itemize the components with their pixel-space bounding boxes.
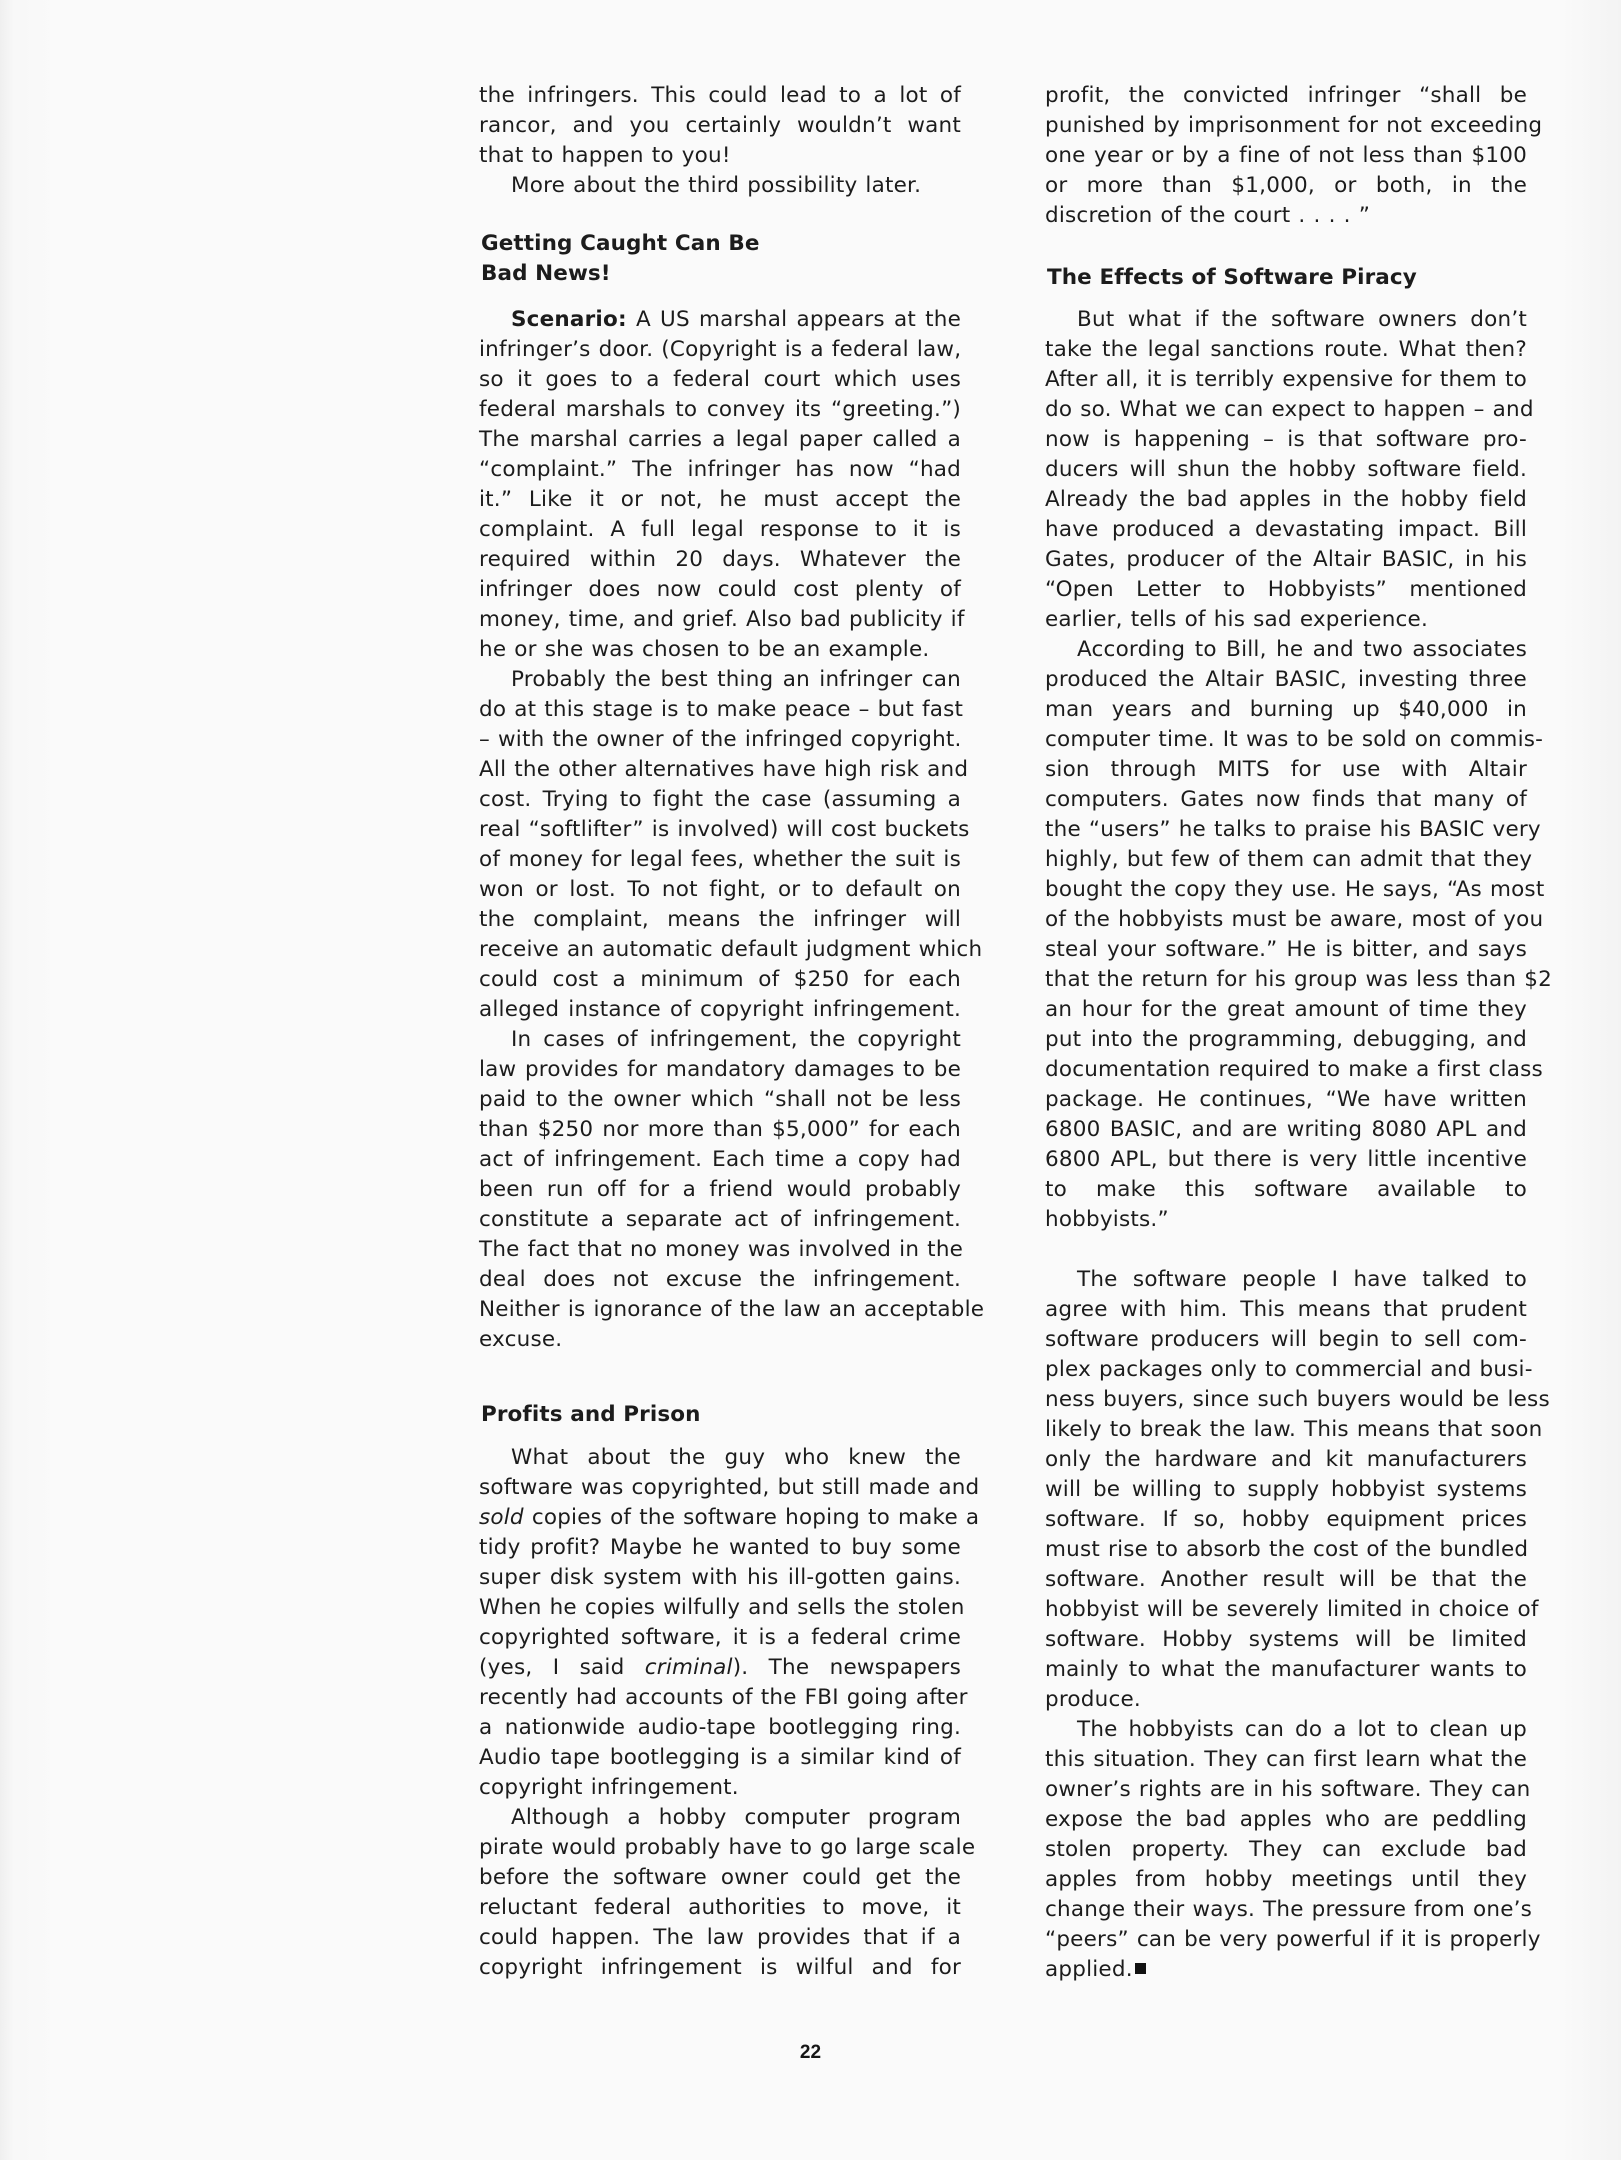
text-line: take the legal sanctions route. What then?: [1045, 337, 1527, 362]
text-line: the “users” he talks to praise his BASIC very: [1045, 817, 1541, 842]
text-line: – with the owner of the infringed copyright.: [479, 727, 962, 752]
text-line: When he copies wilfully and sells the stolen: [479, 1595, 965, 1620]
text-line: The software people I have talked to: [1077, 1267, 1527, 1292]
text-line: computer time. It was to be sold on commis-: [1045, 727, 1544, 752]
text-line: super disk system with his ill-gotten gains.: [479, 1565, 961, 1590]
text-line: computers. Gates now finds that many of: [1045, 787, 1527, 812]
text-line: The marshal carries a legal paper called a: [479, 427, 961, 452]
text-line: complaint. A full legal response to it is: [479, 517, 961, 542]
text-line: Probably the best thing an infringer can: [511, 667, 961, 692]
text-line: ducers will shun the hobby software field.: [1045, 457, 1527, 482]
text-line: Although a hobby computer program: [511, 1805, 961, 1830]
text-line: so it goes to a federal court which uses: [479, 367, 961, 392]
text-line: do so. What we can expect to happen – and: [1045, 397, 1534, 422]
text-line: deal does not excuse the infringement.: [479, 1267, 961, 1292]
page-number: 22: [799, 2042, 822, 2063]
text-line: constitute a separate act of infringement.: [479, 1207, 961, 1232]
text-line: Audio tape bootlegging is a similar kind of: [479, 1745, 961, 1770]
text-line: After all, it is terribly expensive for them to: [1045, 367, 1527, 392]
text-line: software producers will begin to sell com-: [1045, 1327, 1527, 1352]
text-line: won or lost. To not fight, or to default on: [479, 877, 961, 902]
section-heading-profits-and-prison: Profits and Prison: [481, 1402, 701, 1427]
text-line: The hobbyists can do a lot to clean up: [1077, 1717, 1527, 1742]
text-line: before the software owner could get the: [479, 1865, 961, 1890]
text-line: discretion of the court . . . . ”: [1045, 203, 1371, 228]
text-line: of the hobbyists must be aware, most of you: [1045, 907, 1544, 932]
text-line: have produced a devastating impact. Bill: [1045, 517, 1527, 542]
text-line: 6800 APL, but there is very little incentive: [1045, 1147, 1527, 1172]
text-line: “peers” can be very powerful if it is properly: [1045, 1927, 1541, 1952]
text-line: According to Bill, he and two associates: [1077, 637, 1527, 662]
text-line: “Open Letter to Hobbyists” mentioned: [1045, 577, 1527, 602]
text-line: infringer’s door. (Copyright is a federal law,: [479, 337, 962, 362]
text-line: documentation required to make a first class: [1045, 1057, 1543, 1082]
text-line: a nationwide audio-tape bootlegging ring.: [479, 1715, 961, 1740]
text-line: than $250 nor more than $5,000” for each: [479, 1117, 961, 1142]
text-line: produce.: [1045, 1687, 1141, 1712]
text-line: But what if the software owners don’t: [1077, 307, 1527, 332]
text-line: Already the bad apples in the hobby field: [1045, 487, 1527, 512]
text-line: put into the programming, debugging, and: [1045, 1027, 1527, 1052]
text-line: the complaint, means the infringer will: [479, 907, 961, 932]
text-line: alleged instance of copyright infringement.: [479, 997, 961, 1022]
text-line: hobbyist will be severely limited in choice of: [1045, 1597, 1539, 1622]
section-heading-getting-caught-2: Bad News!: [481, 261, 611, 286]
text-line: mainly to what the manufacturer wants to: [1045, 1657, 1527, 1682]
text-line: paid to the owner which “shall not be less: [479, 1087, 961, 1112]
text-line: highly, but few of them can admit that they: [1045, 847, 1533, 872]
text-line: punished by imprisonment for not exceeding: [1045, 113, 1543, 138]
scenario-label: Scenario:: [511, 307, 627, 332]
text-line: required within 20 days. Whatever the: [479, 547, 961, 572]
text-line: All the other alternatives have high risk and: [479, 757, 969, 782]
text-line: the infringers. This could lead to a lot of: [479, 83, 961, 108]
text-line: change their ways. The pressure from one’s: [1045, 1897, 1533, 1922]
text-line: he or she was chosen to be an example.: [479, 637, 930, 662]
text-line: What about the guy who knew the: [511, 1445, 961, 1470]
text-line: rancor, and you certainly wouldn’t want: [479, 113, 961, 138]
text-line: More about the third possibility later.: [511, 173, 922, 198]
text-line: receive an automatic default judgment which: [479, 937, 983, 962]
text-line: must rise to absorb the cost of the bundled: [1045, 1537, 1529, 1562]
text-line: money, time, and grief. Also bad publicity if: [479, 607, 965, 632]
text-line: will be willing to supply hobbyist systems: [1045, 1477, 1527, 1502]
text-line: 6800 BASIC, and are writing 8080 APL and: [1045, 1117, 1527, 1142]
text-line: “complaint.” The infringer has now “had: [479, 457, 961, 482]
text-line: copyrighted software, it is a federal crime: [479, 1625, 961, 1650]
text-line: software was copyrighted, but still made and: [479, 1475, 980, 1500]
section-heading-getting-caught: Getting Caught Can Be: [481, 231, 760, 256]
text-line: (yes, I said criminal). The newspapers: [479, 1655, 961, 1680]
text-line: real “softlifter” is involved) will cost buckets: [479, 817, 970, 842]
text-line: could happen. The law provides that if a: [479, 1925, 961, 1950]
text-line: Neither is ignorance of the law an acceptable: [479, 1297, 985, 1322]
text-line: to make this software available to: [1045, 1177, 1527, 1202]
text-line: could cost a minimum of $250 for each: [479, 967, 961, 992]
text-line: owner’s rights are in his software. They can: [1045, 1777, 1531, 1802]
text-line: reluctant federal authorities to move, it: [479, 1895, 961, 1920]
text-line: been run off for a friend would probably: [479, 1177, 961, 1202]
text-line: In cases of infringement, the copyright: [511, 1027, 961, 1052]
text-line: sion through MITS for use with Altair: [1045, 757, 1527, 782]
text-line: The fact that no money was involved in the: [479, 1237, 964, 1262]
text-line: man years and burning up $40,000 in: [1045, 697, 1527, 722]
text-line: produced the Altair BASIC, investing three: [1045, 667, 1527, 692]
text-line: excuse.: [479, 1327, 563, 1352]
text-line: that the return for his group was less than $2: [1045, 967, 1552, 992]
text-line: one year or by a fine of not less than $100: [1045, 143, 1527, 168]
text-line: software. Another result will be that the: [1045, 1567, 1527, 1592]
text-line: or more than $1,000, or both, in the: [1045, 173, 1527, 198]
text-line: package. He continues, “We have written: [1045, 1087, 1527, 1112]
text-line: profit, the convicted infringer “shall be: [1045, 83, 1527, 108]
text-line: copyright infringement.: [479, 1775, 739, 1800]
text-line: software. If so, hobby equipment prices: [1045, 1507, 1527, 1532]
section-heading-effects-of-software-piracy: The Effects of Software Piracy: [1047, 265, 1417, 290]
text-line: now is happening – is that software pro-: [1045, 427, 1527, 452]
text-line: infringer does now could cost plenty of: [479, 577, 961, 602]
text-line: Gates, producer of the Altair BASIC, in his: [1045, 547, 1527, 572]
text-line: only the hardware and kit manufacturers: [1045, 1447, 1527, 1472]
text-line: an hour for the great amount of time they: [1045, 997, 1527, 1022]
text-line: apples from hobby meetings until they: [1045, 1867, 1527, 1892]
text-line: expose the bad apples who are peddling: [1045, 1807, 1527, 1832]
text-line: pirate would probably have to go large scale: [479, 1835, 976, 1860]
text-line: earlier, tells of his sad experience.: [1045, 607, 1429, 632]
text-line: recently had accounts of the FBI going after: [479, 1685, 968, 1710]
scenario-line: Scenario: A US marshal appears at the: [511, 307, 961, 332]
text-line: that to happen to you!: [479, 143, 731, 168]
text-line: cost. Trying to fight the case (assuming a: [479, 787, 961, 812]
text-line: bought the copy they use. He says, “As most: [1045, 877, 1545, 902]
text-line: law provides for mandatory damages to be: [479, 1057, 961, 1082]
text-line: federal marshals to convey its “greeting.”): [479, 397, 961, 422]
text-line: do at this stage is to make peace – but fast: [479, 697, 964, 722]
text-line: this situation. They can first learn what the: [1045, 1747, 1527, 1772]
text-line: ness buyers, since such buyers would be less: [1045, 1387, 1550, 1412]
text-line: plex packages only to commercial and busi-: [1045, 1357, 1533, 1382]
text-line: applied.: [1045, 1955, 1527, 1985]
text-line: hobbyists.”: [1045, 1207, 1169, 1232]
text-line: steal your software.” He is bitter, and says: [1045, 937, 1527, 962]
text-line: stolen property. They can exclude bad: [1045, 1837, 1527, 1862]
text-line: of money for legal fees, whether the suit is: [479, 847, 961, 872]
text-line: copyright infringement is wilful and for: [479, 1955, 961, 1980]
text-line: agree with him. This means that prudent: [1045, 1297, 1527, 1322]
text-line: likely to break the law. This means that soon: [1045, 1417, 1543, 1442]
text-line: tidy profit? Maybe he wanted to buy some: [479, 1535, 961, 1560]
text-line: software. Hobby systems will be limited: [1045, 1627, 1527, 1652]
text-line: it.” Like it or not, he must accept the: [479, 487, 961, 512]
text-line: act of infringement. Each time a copy had: [479, 1147, 961, 1172]
end-of-article-square-icon: [1135, 1963, 1146, 1974]
text-line: sold copies of the software hoping to make a: [479, 1505, 980, 1530]
